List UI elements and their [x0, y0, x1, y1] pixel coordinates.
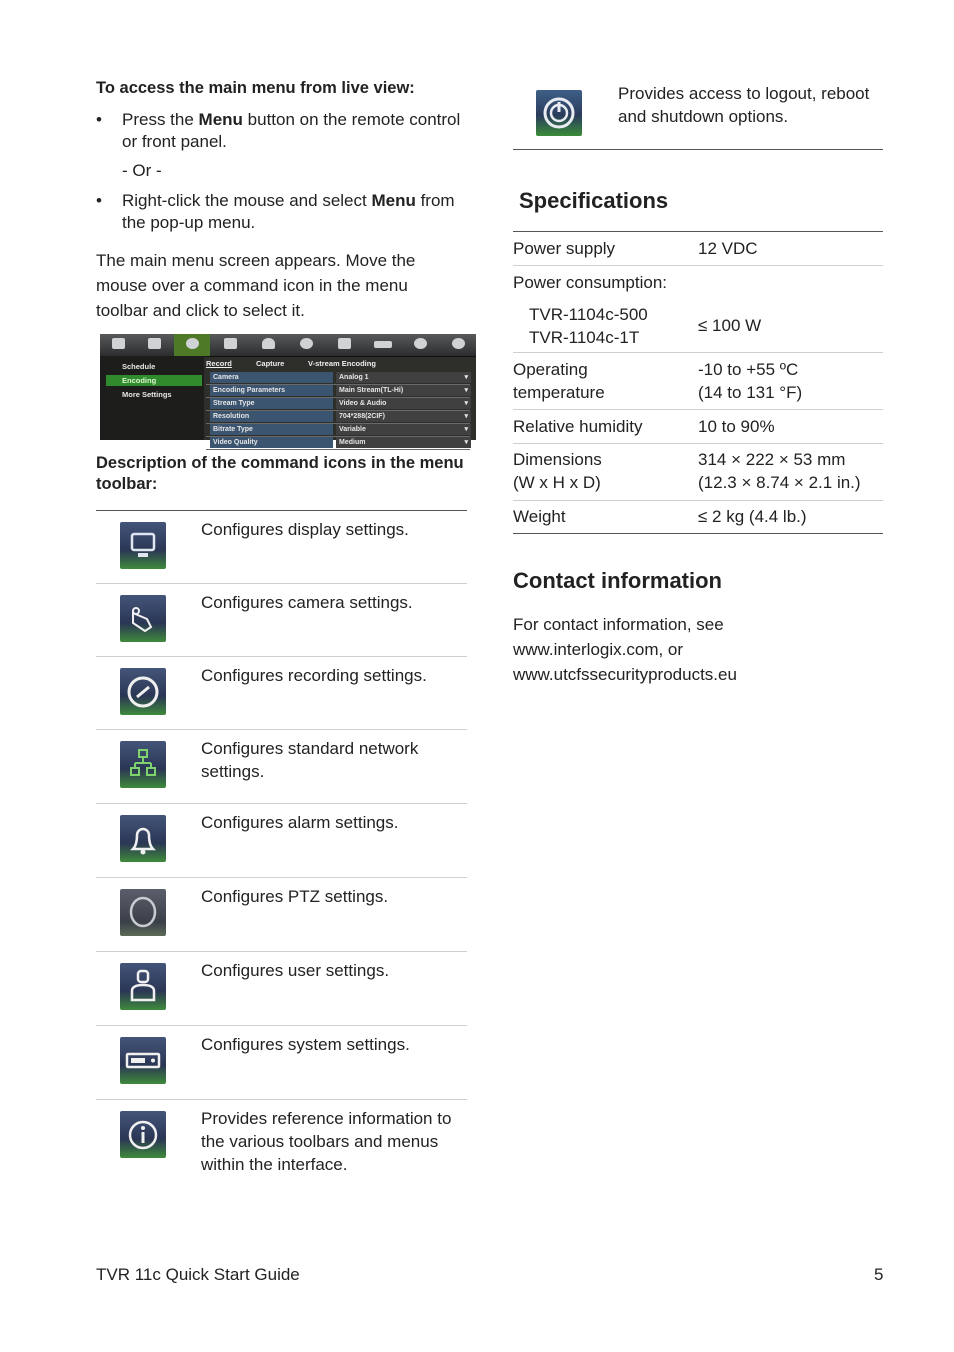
- icon-description: Configures display settings.: [201, 520, 409, 539]
- spec-label: (W x H x D): [513, 473, 601, 492]
- intro-paragraph: The main menu screen appears. Move the mouse over a command icon in the menu toolbar and click to select it.: [96, 251, 416, 320]
- contact-info: [513, 612, 883, 687]
- table-row: [96, 952, 467, 1026]
- icon-description: Configures standard network settings.: [201, 739, 419, 781]
- toolbar-camera-icon: [148, 338, 161, 349]
- menu-toolbar: [100, 334, 476, 357]
- setting-key: Resolution: [210, 411, 333, 422]
- spec-value: -10 to +55 ºC: [698, 360, 799, 379]
- bullet2-text: Right-click the mouse and select: [122, 191, 372, 210]
- icon-description: Provides reference information to the various toolbars and menus within the interface.: [201, 1109, 452, 1174]
- setting-key: Camera: [210, 372, 333, 383]
- spec-label: Relative humidity: [513, 417, 643, 436]
- left-column: [96, 78, 466, 323]
- spec-value: (12.3 × 8.74 × 2.1 in.): [698, 473, 861, 492]
- side-item-more-settings: More Settings: [122, 390, 172, 399]
- camera-icon: [120, 595, 166, 642]
- record-icon: [120, 668, 166, 715]
- toolbar-alarm-icon: [262, 338, 275, 349]
- bullet2-text-end: from the pop-up menu.: [122, 191, 455, 232]
- setting-key: Video Quality: [210, 437, 333, 448]
- bullet2-bold: Menu: [371, 191, 416, 210]
- setting-value: Video & Audio ▾: [336, 398, 471, 409]
- side-item-schedule: Schedule: [122, 362, 156, 371]
- toolbar-record-icon: [186, 338, 199, 349]
- table-row: [96, 657, 467, 730]
- access-heading: To access the main menu from live view:: [96, 79, 415, 97]
- alarm-bell-icon: [120, 815, 166, 862]
- power-icon: [536, 90, 582, 136]
- spec-value: 10 to 90%: [698, 417, 775, 436]
- table-row: [513, 266, 883, 353]
- table-row: [96, 1026, 467, 1100]
- icon-description: Configures camera settings.: [201, 593, 413, 612]
- menu-settings-grid: [206, 372, 470, 450]
- toolbar-info-icon: [414, 338, 427, 349]
- table-row: [513, 444, 883, 501]
- contact-title: Contact information: [513, 568, 722, 593]
- setting-row: [206, 411, 470, 424]
- or-text: - Or -: [122, 161, 162, 180]
- specifications-table: [513, 231, 883, 534]
- toolbar-ptz-icon: [300, 338, 313, 349]
- setting-key: Bitrate Type: [210, 424, 333, 435]
- table-row: [96, 511, 467, 584]
- contact-link-interlogix: www.interlogix.com, or: [513, 640, 684, 659]
- setting-row: [206, 424, 470, 437]
- contact-line: For contact information, see: [513, 615, 724, 634]
- tab-capture: Capture: [256, 359, 285, 368]
- tab-vstream-encoding: V-stream Encoding: [308, 359, 376, 368]
- spec-value: ≤ 2 kg (4.4 lb.): [698, 507, 807, 526]
- menu-sidebar: [100, 356, 204, 440]
- bullet1-text-end: button on the remote control or front panel.: [122, 110, 461, 151]
- setting-row: [206, 385, 470, 398]
- setting-value: Medium ▾: [336, 437, 471, 448]
- toolbar-display-icon: [112, 338, 125, 349]
- table-row: [96, 584, 467, 657]
- setting-key: Encoding Parameters: [210, 385, 333, 396]
- display-icon: [120, 522, 166, 569]
- spec-value: 314 × 222 × 53 mm: [698, 450, 846, 469]
- table-row: [96, 878, 467, 952]
- table-row: [513, 232, 883, 266]
- icon-description: Configures PTZ settings.: [201, 887, 389, 906]
- setting-row: [206, 398, 470, 411]
- user-icon: [120, 963, 166, 1010]
- toolbar-power-icon: [452, 338, 465, 349]
- power-description: Provides access to logout, reboot and shutdown options.: [618, 84, 870, 126]
- setting-value: Variable ▾: [336, 424, 471, 435]
- toolbar-system-icon: [374, 341, 392, 348]
- setting-value: 704*288(2CIF) ▾: [336, 411, 471, 422]
- table-row: [513, 353, 883, 410]
- model-name: TVR-1104c-500: [529, 305, 648, 324]
- icons-heading: Description of the command icons in the menu toolbar:: [96, 454, 464, 493]
- bullet-press-menu: [96, 109, 466, 153]
- icon-description: Configures system settings.: [201, 1035, 410, 1054]
- divider: [513, 149, 883, 150]
- setting-value: Main Stream(TL-Hi) ▾: [336, 385, 471, 396]
- bullet1-text: Press the: [122, 110, 199, 129]
- spec-label: temperature: [513, 383, 605, 402]
- icon-description: Configures recording settings.: [201, 666, 427, 685]
- setting-row: [206, 437, 470, 450]
- table-row: [513, 501, 883, 534]
- spec-value: ≤ 100 W: [698, 316, 762, 335]
- table-row: [96, 804, 467, 878]
- bullet1-bold: Menu: [198, 110, 243, 129]
- spec-label: Dimensions: [513, 450, 602, 469]
- setting-key: Stream Type: [210, 398, 333, 409]
- spec-value: 12 VDC: [698, 239, 758, 258]
- spec-label: Operating: [513, 360, 588, 379]
- icon-description: Configures user settings.: [201, 961, 390, 980]
- table-row: [513, 410, 883, 444]
- toolbar-user-icon: [338, 338, 351, 349]
- setting-row: [206, 372, 470, 385]
- model-name: TVR-1104c-1T: [529, 328, 640, 347]
- ptz-icon: [120, 889, 166, 936]
- page-number: 5: [874, 1265, 884, 1284]
- main-menu-screenshot: [100, 334, 476, 446]
- table-row: [96, 1100, 467, 1182]
- spec-value: (14 to 131 °F): [698, 383, 803, 402]
- setting-value: Analog 1 ▾: [336, 372, 471, 383]
- specifications-title: Specifications: [519, 188, 669, 213]
- icon-description: Configures alarm settings.: [201, 813, 399, 832]
- info-icon: [120, 1111, 166, 1158]
- spec-label: Weight: [513, 507, 566, 526]
- system-icon: [120, 1037, 166, 1084]
- network-icon: [120, 741, 166, 788]
- contact-link-utcfs: www.utcfssecurityproducts.eu: [513, 665, 737, 684]
- menu-tabs: [206, 358, 472, 370]
- spec-label: Power supply: [513, 239, 616, 258]
- footer-guide-title: TVR 11c Quick Start Guide: [96, 1265, 300, 1284]
- toolbar-network-icon: [224, 338, 237, 349]
- spec-label: Power consumption:: [513, 273, 668, 292]
- command-icons-table: [96, 510, 467, 1182]
- bullet-right-click: [96, 190, 466, 234]
- side-item-encoding: Encoding: [106, 375, 202, 386]
- table-row: [96, 730, 467, 804]
- tab-record: Record: [206, 359, 232, 368]
